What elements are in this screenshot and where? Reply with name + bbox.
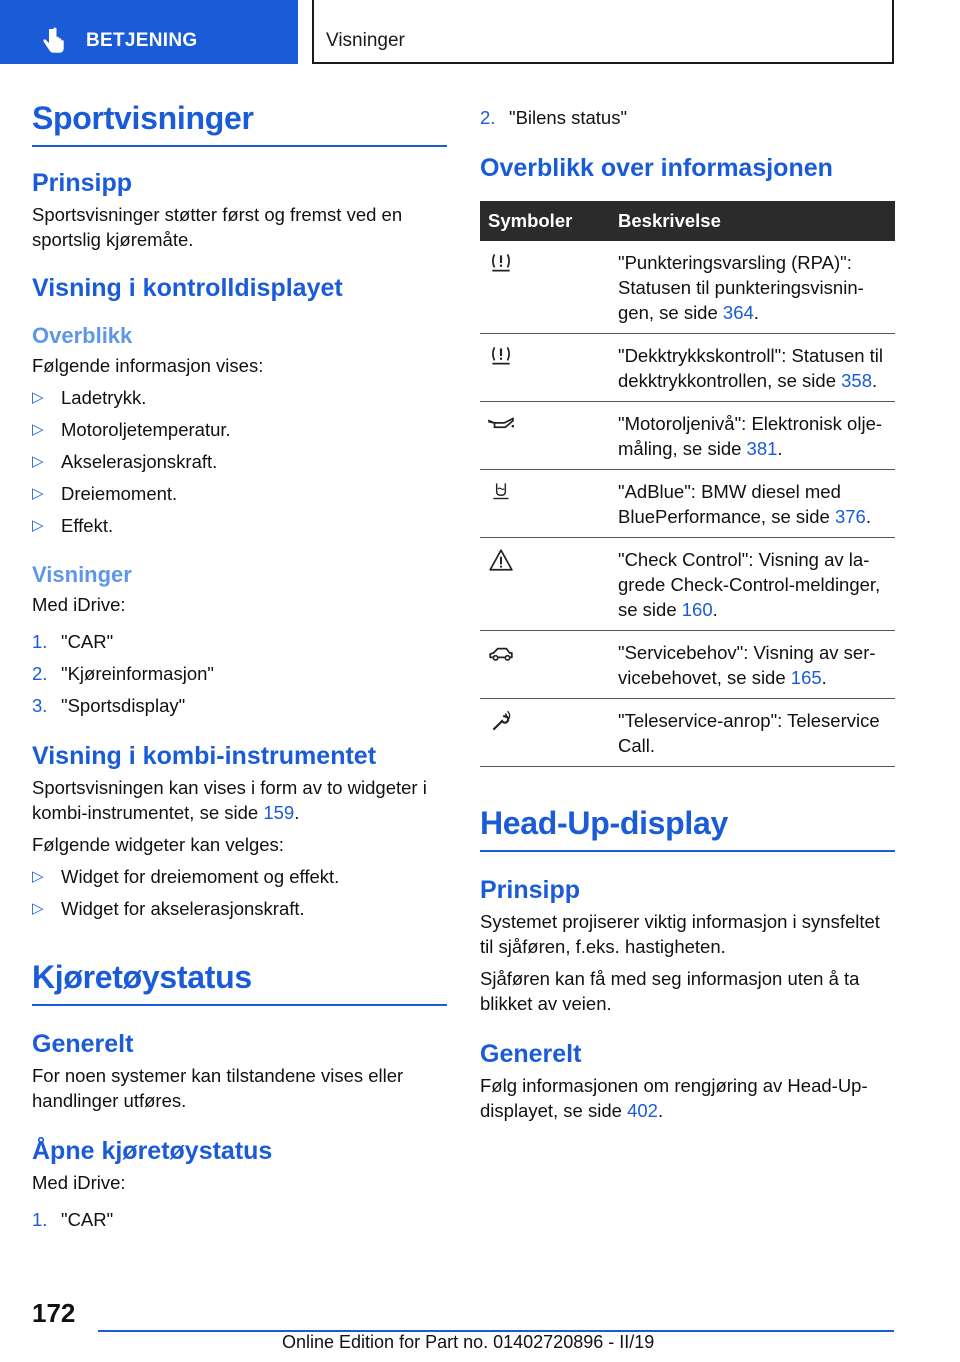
heading-sportvisninger: Sportvisninger [32, 100, 447, 147]
column-header-description: Beskrivelse [610, 201, 895, 241]
step-text: "Sportsdisplay" [61, 695, 186, 716]
list-item-text: Dreiemoment. [61, 483, 178, 504]
section-title: Visninger [326, 30, 405, 51]
symbol-cell [480, 699, 610, 767]
heading-kontrolldisplay: Visning i kontrolldisplayet [32, 274, 343, 302]
right-column [480, 100, 895, 1123]
table-row [480, 699, 895, 767]
list-item [32, 385, 447, 410]
list-item-text: Effekt. [61, 515, 114, 536]
page-link[interactable]: 160 [681, 599, 713, 620]
bullet-arrow-icon: ▷ [32, 389, 44, 406]
visninger-text: Med iDrive: [32, 594, 126, 615]
list-item-text: Widget for akselerasjonskraft. [61, 898, 305, 919]
table-row [480, 334, 895, 402]
list-item-text: Widget for dreiemoment og effekt. [61, 866, 340, 887]
heading-overblikk: Overblikk [32, 323, 133, 348]
description-text: "AdBlue": BMW diesel med BluePerformance, se side [618, 481, 841, 527]
description-text: "Servicebehov": Visning av servicebehovet, se side [618, 642, 876, 688]
page-link[interactable]: 364 [722, 302, 754, 323]
symbol-cell [480, 402, 610, 470]
bullet-arrow-icon: ▷ [32, 868, 44, 885]
list-item [32, 513, 447, 538]
step-number: 2. [480, 107, 496, 128]
page-link[interactable]: 376 [834, 506, 866, 527]
symbol-cell [480, 631, 610, 699]
bullet-arrow-icon: ▷ [32, 517, 44, 534]
step-text: "CAR" [61, 631, 114, 652]
step-text: "Kjøreinformasjon" [61, 663, 214, 684]
step-number: 2. [32, 663, 48, 684]
description-cell: "Motoroljenivå": Elektronisk oljemåling, se side 381. [610, 402, 895, 470]
table-row [480, 241, 895, 334]
overblikk-text: Følgende informasjon vises: [32, 355, 264, 376]
widget-text: Følgende widgeter kan velges: [32, 834, 284, 855]
hud-generelt-body: Følg informasjonen om rengjøring av Head-Up-displayet, se side [480, 1075, 868, 1121]
description-text: "Motoroljenivå": Elektronisk oljemåling, se side [618, 413, 883, 459]
symbol-cell [480, 241, 610, 334]
page-link[interactable]: 358 [841, 370, 873, 391]
bullet-arrow-icon: ▷ [32, 485, 44, 502]
description-text: "Check Control": Visning av lagrede Check-Control-meldinger, se side [618, 549, 881, 620]
description-cell: "AdBlue": BMW diesel med BluePerformance, se side 376. [610, 470, 895, 538]
description-cell: "Punkteringsvarsling (RPA)": Statusen til punkteringsvisningen, se side 364. [610, 241, 895, 334]
car-service-icon [488, 641, 514, 665]
step-number: 1. [32, 1209, 48, 1230]
list-item [32, 693, 447, 718]
list-item [480, 105, 895, 130]
symbol-cell [480, 538, 610, 631]
heading-apne-status: Åpne kjøretøystatus [32, 1137, 273, 1165]
list-item [32, 417, 447, 442]
overblikk-list [32, 385, 447, 538]
edition-text: Online Edition for Part no. 01402720896 - II/19 [282, 1332, 655, 1352]
list-item-text: Akselerasjonskraft. [61, 451, 218, 472]
visninger-steps [32, 629, 447, 718]
description-text: "Dekktrykkskontroll": Statusen til dekktrykkontrollen, se side [618, 345, 884, 391]
heading-generelt: Generelt [32, 1030, 134, 1058]
tire-warning-icon [488, 251, 514, 275]
widget-list [32, 864, 447, 921]
step-text: "CAR" [61, 1209, 114, 1230]
list-item [32, 629, 447, 654]
left-column [32, 100, 447, 1232]
page-link[interactable]: 165 [790, 667, 822, 688]
page-link[interactable]: 381 [746, 438, 778, 459]
section-header [312, 0, 894, 64]
list-item-text: Ladetrykk. [61, 387, 147, 408]
hud-text-1: Systemet projiserer viktig informasjon i synsfeltet til sjåføren, f.eks. hastigheten. [480, 911, 880, 957]
wrench-signal-icon [488, 709, 514, 733]
step-number: 3. [32, 695, 48, 716]
column-header-symbols: Symboler [480, 201, 610, 241]
heading-kjoretoystatus: Kjøretøystatus [32, 959, 447, 1006]
list-item [32, 896, 447, 921]
heading-visninger: Visninger [32, 562, 132, 587]
generelt-text: For noen systemer kan tilstandene vises eller handlinger utføres. [32, 1065, 404, 1111]
heading-head-up-display: Head-Up-display [480, 805, 895, 852]
list-item-text: Motoroljetemperatur. [61, 419, 231, 440]
oil-can-icon [488, 412, 514, 436]
step-number: 1. [32, 631, 48, 652]
symbol-cell [480, 334, 610, 402]
kombi-text: Sportsvisningen kan vises i form av to widgeter i kombi-instrumentet, se side 159. [32, 777, 427, 823]
hud-generelt-text: Følg informasjonen om rengjøring av Head-Up-displayet, se side 402. [480, 1075, 868, 1121]
heading-prinsipp: Prinsipp [32, 169, 133, 197]
apne-text: Med iDrive: [32, 1172, 126, 1193]
chapter-tab[interactable] [0, 0, 298, 64]
status-steps [480, 105, 895, 130]
table-row [480, 402, 895, 470]
table-row [480, 470, 895, 538]
prinsipp-text: Sportsvisninger støtter først og fremst ved en sportslig kjøremåte. [32, 204, 403, 250]
description-text: "Teleservice-anrop": Teleservice Call. [618, 710, 880, 756]
table-row [480, 631, 895, 699]
step-text: "Bilens status" [509, 107, 628, 128]
page-link-402[interactable]: 402 [627, 1100, 658, 1121]
heading-hud-generelt: Generelt [480, 1040, 582, 1068]
adblue-icon [488, 480, 514, 504]
symbols-table [480, 201, 895, 767]
list-item [32, 449, 447, 474]
kombi-text-body: Sportsvisningen kan vises i form av to widgeter i kombi-instrumentet, se side [32, 777, 427, 823]
hand-pointer-icon [38, 26, 68, 56]
list-item [32, 661, 447, 686]
apne-steps [32, 1207, 447, 1232]
bullet-arrow-icon: ▷ [32, 453, 44, 470]
table-header-row [480, 201, 895, 241]
heading-hud-prinsipp: Prinsipp [480, 876, 581, 904]
bullet-arrow-icon: ▷ [32, 421, 44, 438]
table-row [480, 538, 895, 631]
warning-triangle-icon [488, 548, 514, 572]
tire-pressure-icon [488, 344, 514, 368]
chapter-tab-label: BETJENING [86, 30, 198, 51]
list-item [32, 481, 447, 506]
page-link-159[interactable]: 159 [263, 802, 295, 823]
description-cell [610, 699, 895, 767]
hud-text-2: Sjåføren kan få med seg informasjon uten å ta blikket av veien. [480, 968, 860, 1014]
heading-kombi: Visning i kombi-instrumentet [32, 742, 377, 770]
description-text: "Punkteringsvarsling (RPA)": Statusen til punkteringsvisningen, se side [618, 252, 864, 323]
heading-overblikk-info: Overblikk over informasjonen [480, 154, 833, 182]
page-number: 172 [32, 1298, 76, 1328]
description-cell: "Check Control": Visning av lagrede Check-Control-meldinger, se side 160. [610, 538, 895, 631]
description-cell: "Servicebehov": Visning av servicebehovet, se side 165. [610, 631, 895, 699]
bullet-arrow-icon: ▷ [32, 900, 44, 917]
list-item [32, 864, 447, 889]
description-cell: "Dekktrykkskontroll": Statusen til dekktrykkontrollen, se side 358. [610, 334, 895, 402]
symbol-cell [480, 470, 610, 538]
list-item [32, 1207, 447, 1232]
